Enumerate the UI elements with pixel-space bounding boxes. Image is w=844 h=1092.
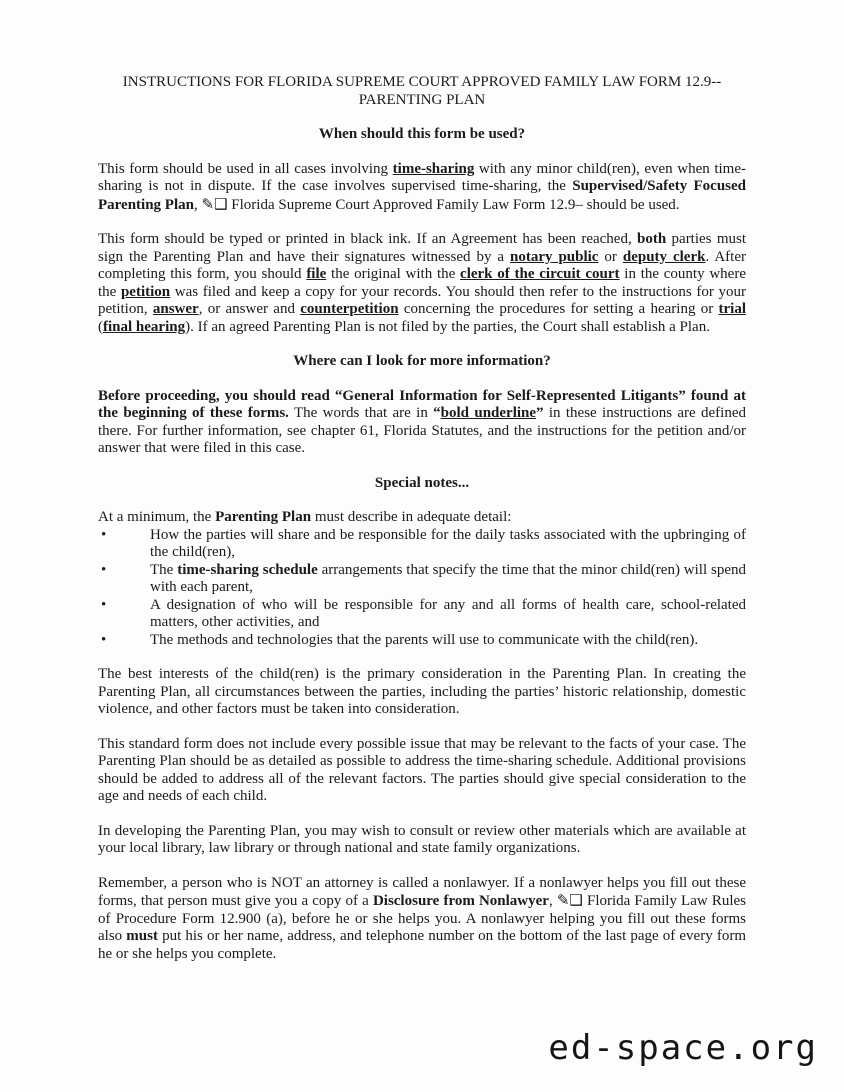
bullet-marker: • (101, 561, 107, 578)
paragraph (98, 823, 746, 858)
text-run: Florida Supreme Court Approved Family Law Form 12.9– should be used. (227, 196, 680, 213)
text-run: In developing the Parenting Plan, you may wish to consult or review other materials which are available at your local library, law library or through national and state family organizations. (98, 822, 746, 856)
text-run: with any minor child(ren), even when time-sharing is not in dispute. If the case involves supervised time-sharing, the (98, 160, 746, 194)
text-run: ). If an agreed Parenting Plan is not filed by the parties, the Court shall establish a Plan. (185, 318, 710, 335)
text-run: parties must sign the Parenting Plan and have their signatures witnessed by a (98, 231, 747, 265)
text-run: the original with the (326, 266, 461, 282)
text-run: time-sharing schedule (177, 561, 318, 578)
pencil-icon: ✎ (556, 891, 570, 909)
paragraph (98, 388, 746, 458)
bullet-item-text (150, 597, 746, 632)
text-run: , (548, 893, 557, 909)
text-run: “ (433, 405, 441, 421)
text-run: ( (98, 318, 103, 335)
text-run: in these instructions are defined there. For further information, see chapter 61, Florida Statutes, and the instructions for the petition and/or answer that were filed in this case. (98, 405, 746, 456)
text-run: was filed and keep a copy for your records. You should then refer to the instructions for your petition, (98, 283, 746, 317)
section-heading: Special notes... (374, 474, 470, 491)
text-run: must (126, 928, 158, 944)
bullet-marker: • (101, 631, 107, 648)
bullet-marker: • (101, 596, 107, 613)
text-run: in the county where the (98, 266, 746, 300)
text-run: The words that are in (288, 405, 434, 421)
text-run: Florida Family Law Rules of Procedure Form 12.900 (a), before he or she helps you. A nonlawyer helping you fill out these forms also (98, 893, 747, 944)
document-title (98, 74, 746, 109)
text-run: deputy clerk (622, 248, 706, 265)
text-run: . After completing this form, you should (98, 248, 746, 282)
watermark: ed-space.org (548, 1028, 818, 1068)
paragraph (98, 875, 746, 964)
text-run: or (598, 248, 623, 265)
text-run: put his or her name, address, and telephone number on the bottom of the last page of every form he or she helps you complete. (98, 928, 746, 962)
section-heading: Where can I look for more information? (293, 353, 551, 369)
list-intro (98, 509, 746, 527)
bullet-item (98, 597, 746, 632)
document-body (98, 74, 746, 980)
text-run: Parenting Plan (215, 509, 312, 525)
title-line-1: INSTRUCTIONS FOR FLORIDA SUPREME COURT APPROVED FAMILY LAW FORM 12.9-- (122, 74, 722, 90)
text-run: Supervised/Safety Focused Parenting Plan (98, 178, 747, 213)
text-run: Before proceeding, you should read “General Information for Self-Represented Litigants” found at the beginning of these forms. (98, 387, 746, 421)
bullet-item (98, 632, 746, 650)
text-run: answer (152, 301, 199, 317)
title-line-2: PARENTING PLAN (358, 91, 486, 108)
text-run: both (637, 231, 667, 247)
text-run: , or answer and (198, 301, 301, 317)
pencil-icon: ✎ (201, 194, 215, 213)
text-run: final hearing (103, 318, 186, 335)
bullet-item (98, 527, 746, 562)
bullet-marker: • (101, 526, 107, 543)
text-run: must describe in adequate detail: (311, 509, 512, 525)
bullet-item (98, 562, 746, 597)
bullet-item-text (150, 562, 746, 597)
text-run: ” (536, 405, 544, 421)
paragraph (98, 231, 746, 336)
text-run: This form should be used in all cases involving (98, 160, 393, 177)
bullet-item-text (150, 632, 746, 650)
text-run: file (306, 266, 327, 282)
text-run: The best interests of the child(ren) is the primary consideration in the Parenting Plan. In creating the Parenting Plan, all circumstances between the parties, including the parties’ historic relationship, domestic violence, and other factors must be taken into consideration. (98, 666, 746, 717)
paragraph (98, 161, 746, 215)
text-run: The methods and technologies that the parents will use to communicate with the child(ren). (150, 631, 699, 648)
text-run: At a minimum, the (98, 509, 216, 525)
text-run: time-sharing (392, 160, 475, 177)
text-run: The (150, 561, 178, 578)
text-run: counterpetition (300, 301, 399, 317)
paragraph (98, 736, 746, 806)
checkbox-icon: ❑ (569, 891, 583, 909)
section-heading: When should this form be used? (318, 126, 526, 142)
text-run: This standard form does not include every possible issue that may be relevant to the facts of your case. The Parenting Plan should be as detailed as possible to address the time-sharing schedule. Additional provisions should be added to address all of the relevant factors. The parties should give special consideration to the age and needs of each child. (98, 735, 746, 804)
text-run: This form should be typed or printed in black ink. If an Agreement has been reached, (98, 231, 638, 247)
text-run: trial (718, 301, 747, 317)
paragraph (98, 666, 746, 719)
text-run: notary public (510, 248, 599, 265)
text-run: concerning the procedures for setting a hearing or (398, 301, 719, 317)
text-run: How the parties will share and be responsible for the daily tasks associated with the upbringing of the child(ren), (150, 526, 746, 560)
text-run: clerk of the circuit court (460, 266, 620, 282)
bullet-item-text (150, 527, 746, 562)
bullet-list (98, 509, 746, 649)
checkbox-icon: ❑ (214, 194, 228, 213)
text-run: arrangements that specify the time that the minor child(ren) will spend with each parent, (150, 561, 747, 595)
text-run: , (193, 196, 202, 213)
text-run: petition (120, 283, 171, 300)
document-blocks (98, 126, 746, 963)
text-run: Remember, a person who is NOT an attorney is called a nonlawyer. If a nonlawyer helps you fill out these forms, that person must give you a copy of a (98, 874, 746, 909)
text-run: A designation of who will be responsible for any and all forms of health care, school-related matters, other activities, and (150, 596, 746, 630)
text-run: Disclosure from Nonlawyer (372, 893, 549, 909)
text-run: bold underline (440, 405, 537, 421)
